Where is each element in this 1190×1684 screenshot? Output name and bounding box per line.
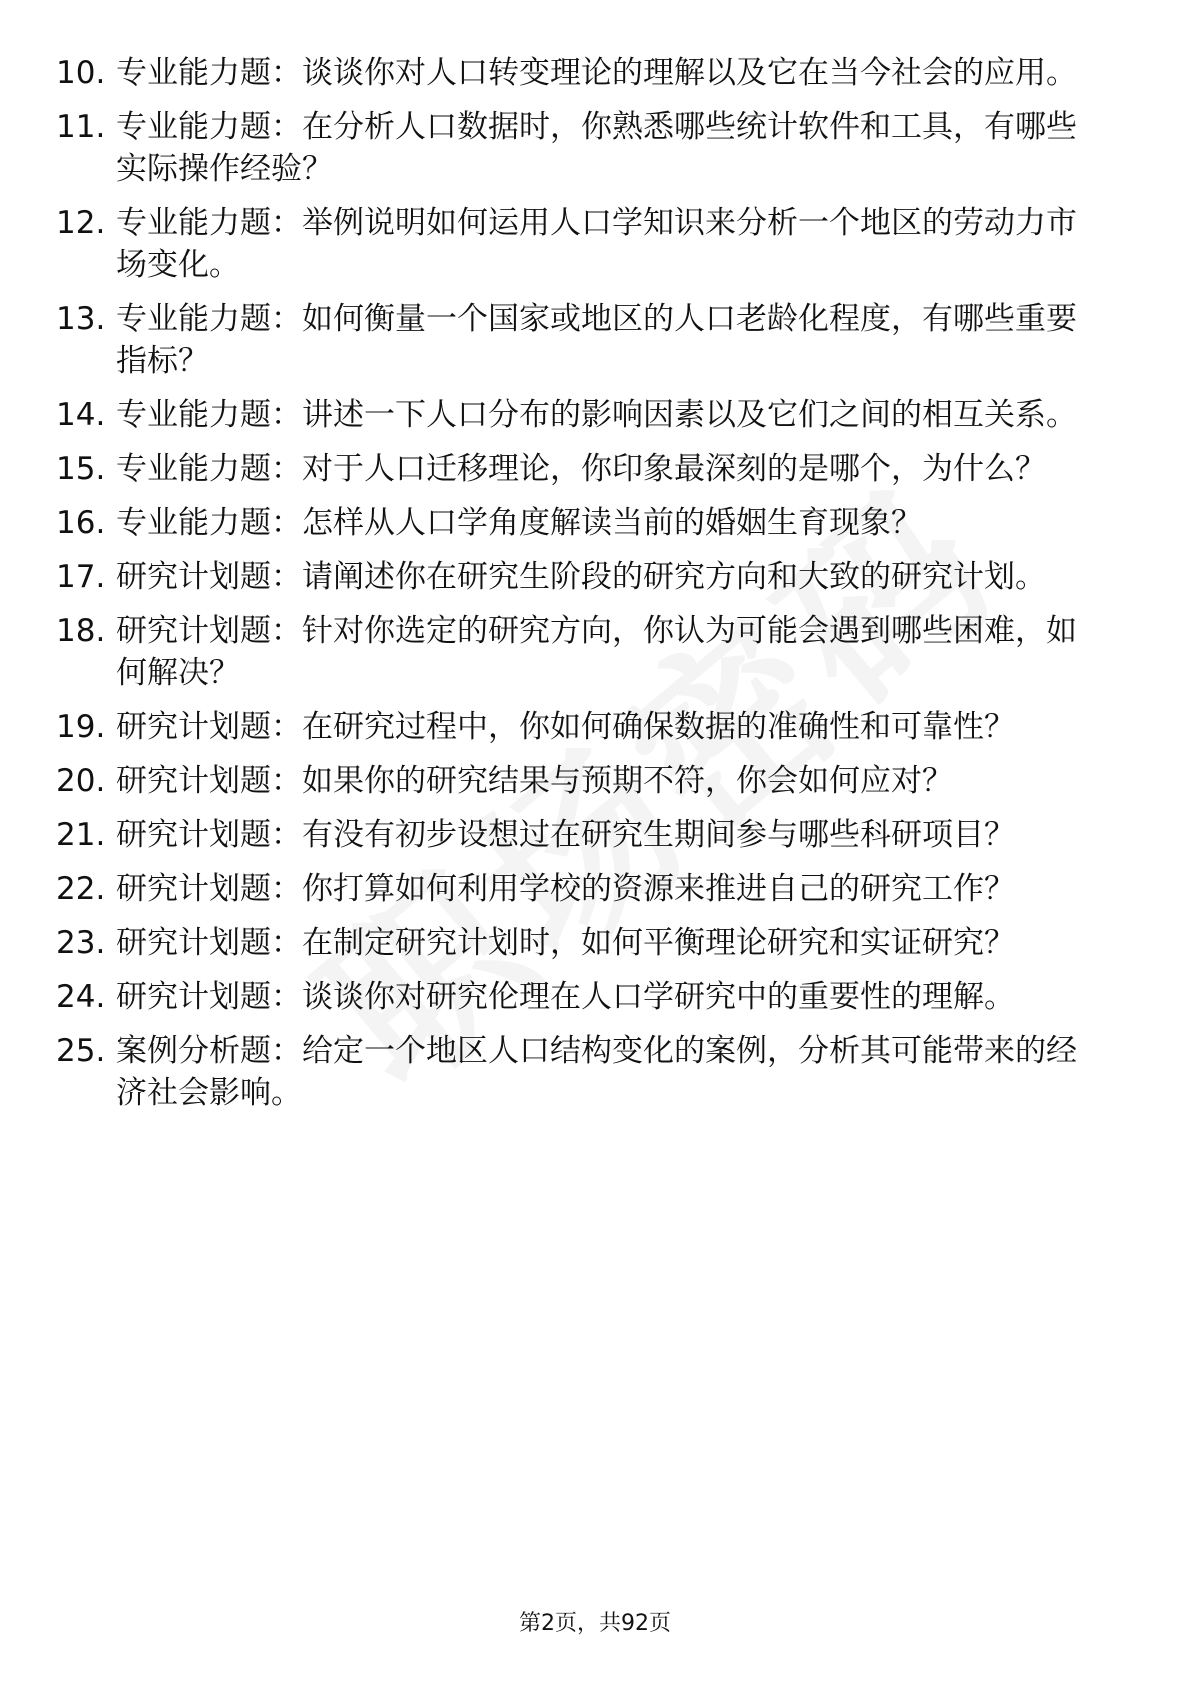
list-item [56, 556, 1106, 598]
list-item [56, 814, 1106, 856]
item-number: 15. [56, 451, 106, 487]
list-item [56, 106, 1106, 190]
item-number: 12. [56, 205, 106, 241]
item-text: 研究计划题：在制定研究计划时，如何平衡理论研究和实证研究？ [116, 925, 1015, 961]
item-text: 专业能力题：如何衡量一个国家或地区的人口老龄化程度，有哪些重要指标？ [116, 301, 1077, 379]
list-item [56, 202, 1106, 286]
item-text: 研究计划题：有没有初步设想过在研究生期间参与哪些科研项目？ [116, 817, 1015, 853]
item-number: 20. [56, 763, 106, 799]
item-text: 专业能力题：在分析人口数据时，你熟悉哪些统计软件和工具，有哪些实际操作经验？ [116, 109, 1077, 187]
list-item [56, 298, 1106, 382]
question-list [56, 52, 1106, 1126]
item-number: 25. [56, 1033, 106, 1069]
item-number: 23. [56, 925, 106, 961]
item-text: 专业能力题：谈谈你对人口转变理论的理解以及它在当今社会的应用。 [116, 55, 1077, 91]
item-text: 专业能力题：对于人口迁移理论，你印象最深刻的是哪个，为什么？ [116, 451, 1046, 487]
item-number: 24. [56, 979, 106, 1015]
list-item [56, 610, 1106, 694]
item-text: 研究计划题：请阐述你在研究生阶段的研究方向和大致的研究计划。 [116, 559, 1046, 595]
list-item [56, 1030, 1106, 1114]
item-number: 17. [56, 559, 106, 595]
item-number: 18. [56, 613, 106, 649]
item-number: 21. [56, 817, 106, 853]
item-number: 11. [56, 109, 106, 145]
item-text: 研究计划题：在研究过程中，你如何确保数据的准确性和可靠性？ [116, 709, 1015, 745]
item-number: 13. [56, 301, 106, 337]
item-text: 专业能力题：举例说明如何运用人口学知识来分析一个地区的劳动力市场变化。 [116, 205, 1077, 283]
item-number: 16. [56, 505, 106, 541]
item-text: 研究计划题：你打算如何利用学校的资源来推进自己的研究工作？ [116, 871, 1015, 907]
list-item [56, 448, 1106, 490]
list-item [56, 868, 1106, 910]
item-text: 研究计划题：如果你的研究结果与预期不符，你会如何应对？ [116, 763, 953, 799]
item-number: 19. [56, 709, 106, 745]
list-item [56, 502, 1106, 544]
item-number: 10. [56, 55, 106, 91]
page-footer: 第2页，共92页 [519, 1611, 671, 1636]
list-item [56, 52, 1106, 94]
list-item [56, 760, 1106, 802]
list-item [56, 976, 1106, 1018]
item-text: 专业能力题：讲述一下人口分布的影响因素以及它们之间的相互关系。 [116, 397, 1077, 433]
item-text: 研究计划题：针对你选定的研究方向，你认为可能会遇到哪些困难，如何解决？ [116, 613, 1077, 691]
item-number: 22. [56, 871, 106, 907]
item-number: 14. [56, 397, 106, 433]
list-item [56, 922, 1106, 964]
item-text: 专业能力题：怎样从人口学角度解读当前的婚姻生育现象？ [116, 505, 922, 541]
item-text: 案例分析题：给定一个地区人口结构变化的案例，分析其可能带来的经济社会影响。 [116, 1033, 1077, 1111]
list-item [56, 706, 1106, 748]
item-text: 研究计划题：谈谈你对研究伦理在人口学研究中的重要性的理解。 [116, 979, 1015, 1015]
list-item [56, 394, 1106, 436]
